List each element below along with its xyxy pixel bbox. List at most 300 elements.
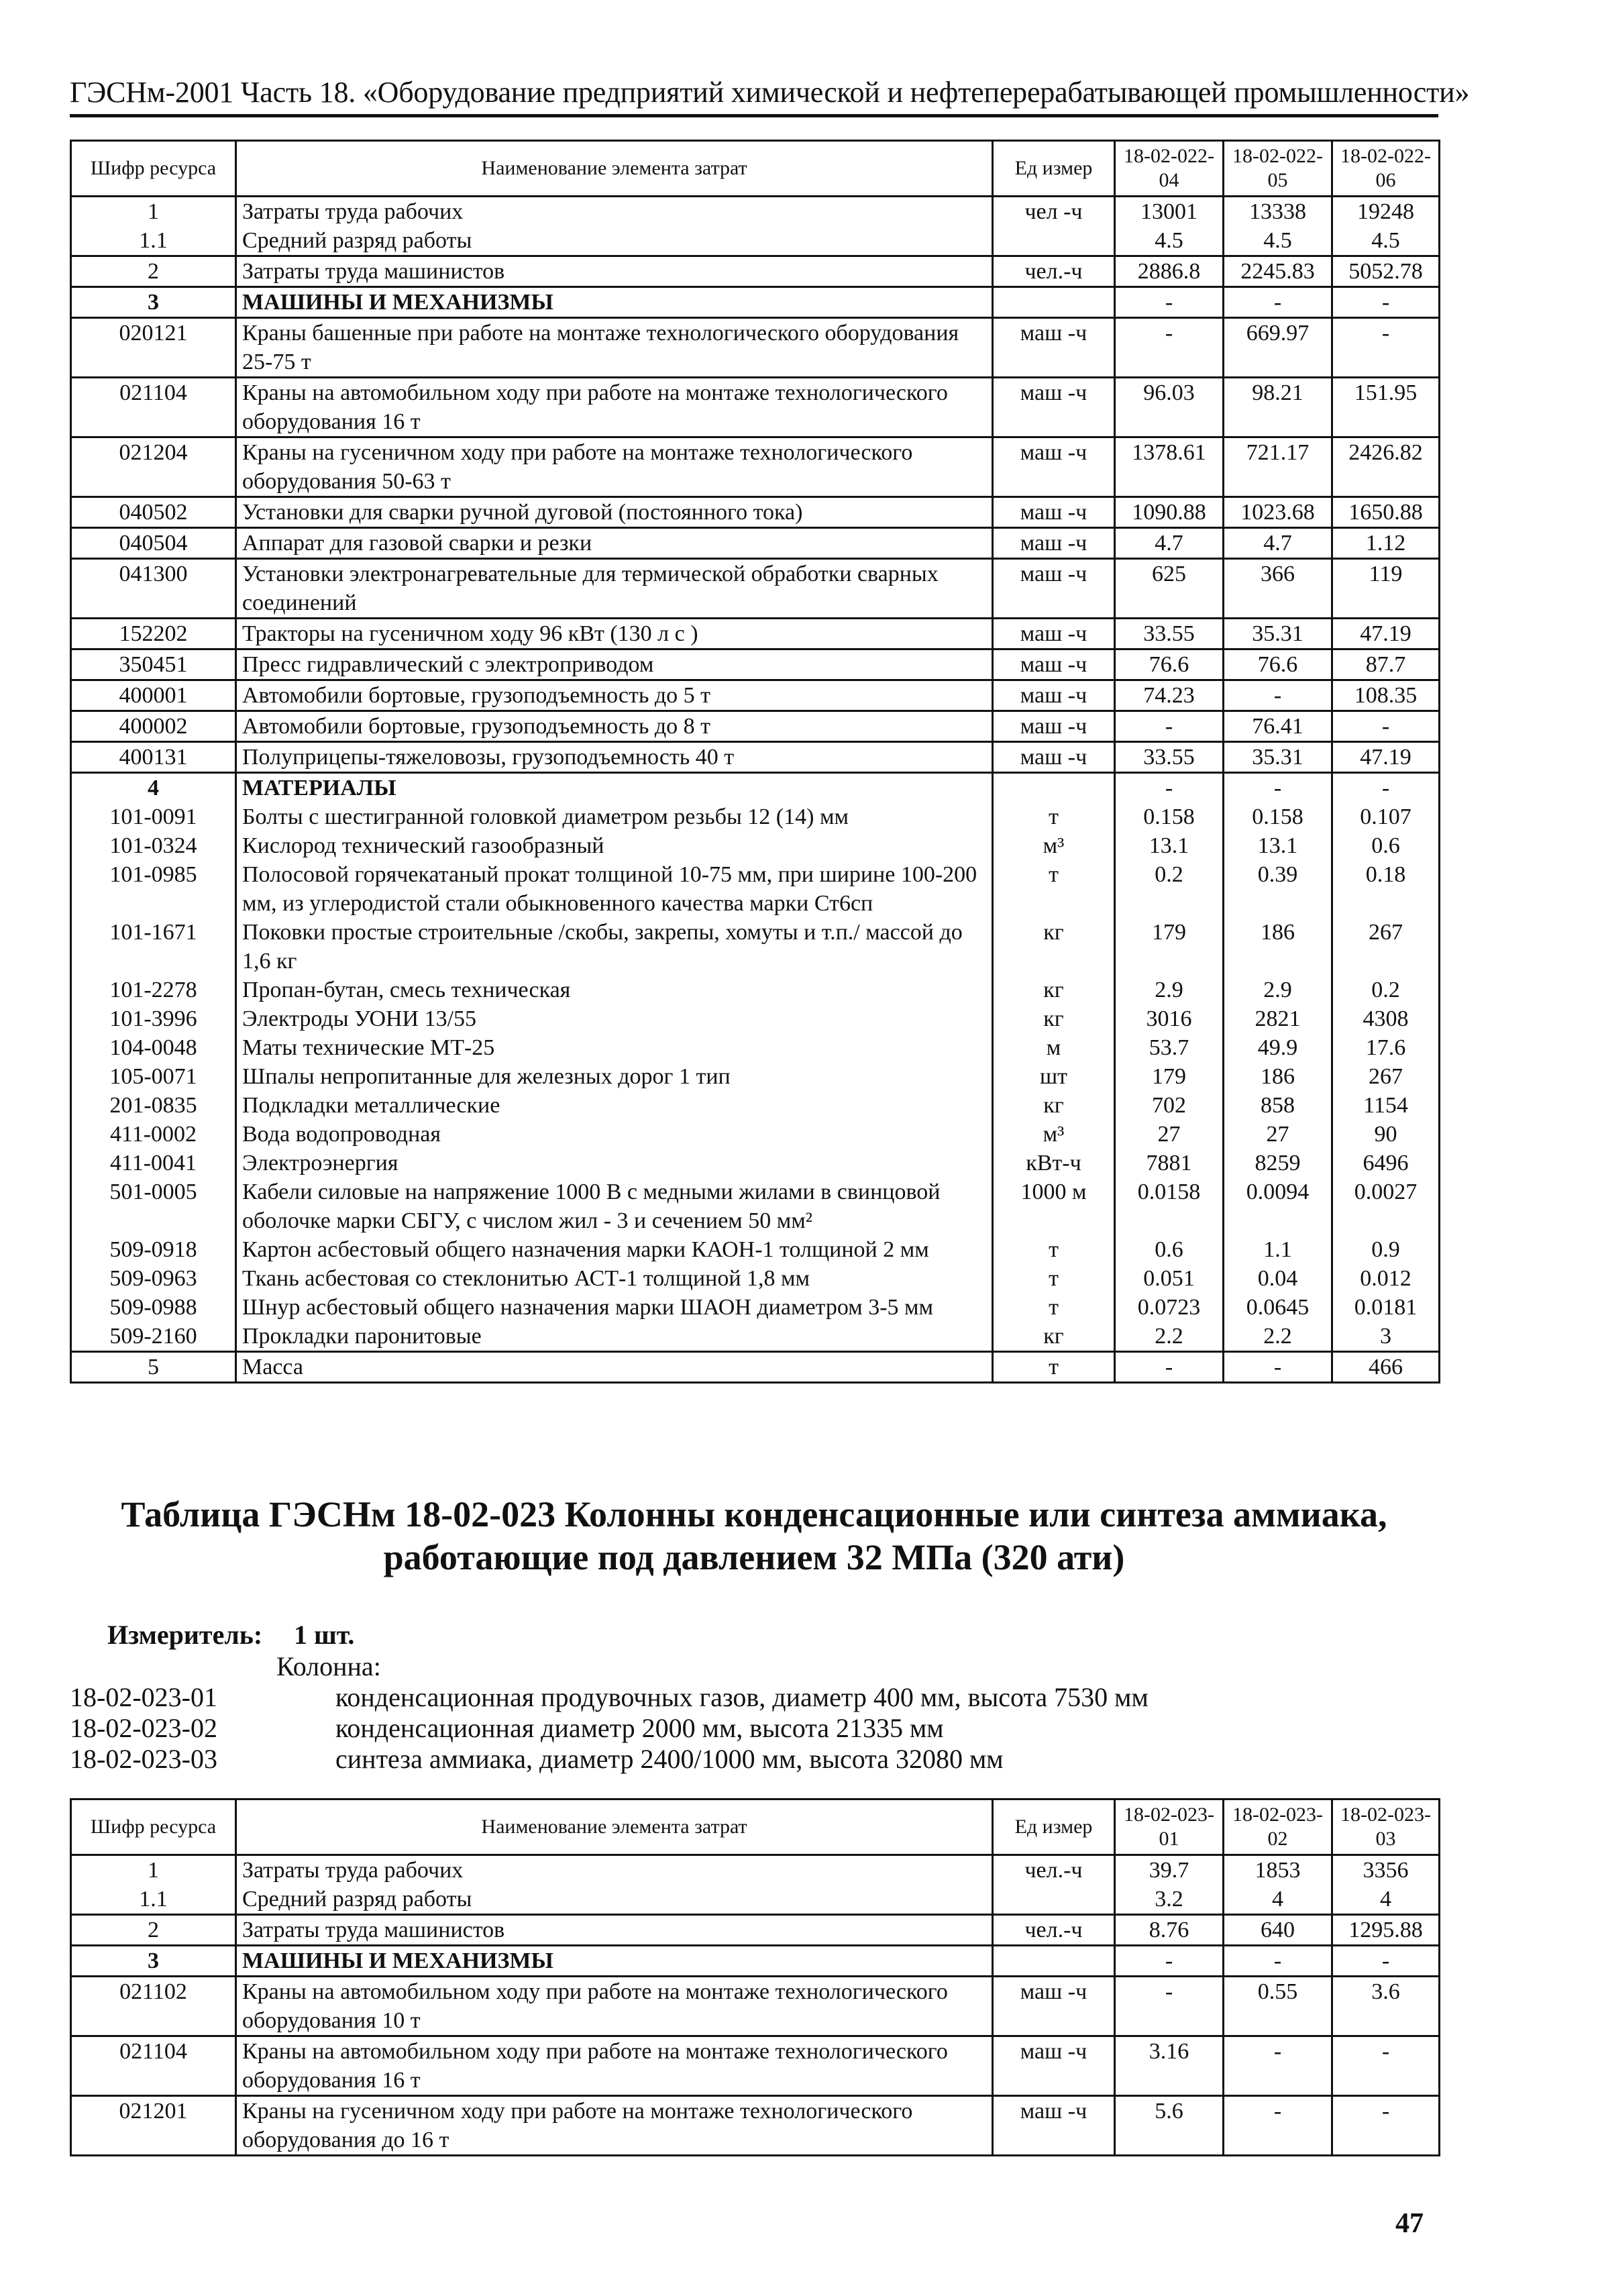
resource-code-cell: 4 [71, 773, 236, 803]
resource-code-cell: 411-0002 [71, 1120, 236, 1149]
header-rule [70, 114, 1438, 117]
table-row [71, 1235, 1440, 1264]
measure-label: Измеритель: [107, 1620, 263, 1650]
value-cell: - [1332, 287, 1440, 318]
value-cell: 76.6 [1224, 649, 1332, 680]
resource-code-cell: 021201 [71, 2096, 236, 2156]
item-code: 18-02-023-02 [70, 1713, 217, 1743]
resource-name-cell: Установки электронагревательные для термической обработки сварных соединений [236, 559, 993, 619]
value-cell: 702 [1115, 1091, 1224, 1120]
value-cell: - [1224, 1352, 1332, 1383]
value-cell: - [1332, 1946, 1440, 1977]
value-cell: 267 [1332, 1062, 1440, 1091]
unit-cell: маш -ч [993, 318, 1115, 378]
value-cell: 2245.83 [1224, 256, 1332, 287]
resource-name-cell: Электроэнергия [236, 1149, 993, 1178]
value-cell: 1853 [1224, 1855, 1332, 1885]
value-cell: 108.35 [1332, 680, 1440, 711]
value-cell: - [1332, 711, 1440, 742]
resource-code-cell: 201-0835 [71, 1091, 236, 1120]
table-row [71, 918, 1440, 976]
unit-cell [993, 1885, 1115, 1915]
value-cell: 1.12 [1332, 528, 1440, 559]
value-cell: - [1115, 711, 1224, 742]
column-header: 18-02-022-04 [1115, 141, 1224, 197]
value-cell: 0.0094 [1224, 1178, 1332, 1235]
value-cell: 13.1 [1224, 831, 1332, 860]
value-cell: 8259 [1224, 1149, 1332, 1178]
table-row [71, 2036, 1440, 2096]
value-cell: 96.03 [1115, 378, 1224, 437]
resource-name-cell: Средний разряд работы [236, 226, 993, 256]
resource-name-cell: Краны на автомобильном ходу при работе на монтаже технологического оборудования 16 т [236, 378, 993, 437]
value-cell: 4.5 [1115, 226, 1224, 256]
resource-name-cell: Полуприцепы-тяжеловозы, грузоподъемность 40 т [236, 742, 993, 773]
resource-code-cell: 1.1 [71, 1885, 236, 1915]
resource-name-cell: Болты с шестигранной головкой диаметром резьбы 12 (14) мм [236, 802, 993, 831]
unit-cell: кг [993, 1091, 1115, 1120]
table-body [71, 197, 1440, 1383]
value-cell: 98.21 [1224, 378, 1332, 437]
resource-name-cell: Краны башенные при работе на монтаже технологического оборудования 25-75 т [236, 318, 993, 378]
resource-name-cell: Затраты труда машинистов [236, 256, 993, 287]
resource-name-cell: МАШИНЫ И МЕХАНИЗМЫ [236, 287, 993, 318]
table-row [71, 1062, 1440, 1091]
resource-name-cell: Автомобили бортовые, грузоподъемность до 5 т [236, 680, 993, 711]
resource-code-cell: 350451 [71, 649, 236, 680]
value-cell: 0.55 [1224, 1977, 1332, 2036]
resource-name-cell: Краны на гусеничном ходу при работе на монтаже технологического оборудования 50-63 т [236, 437, 993, 497]
table-row [71, 318, 1440, 378]
resource-name-cell: Кабели силовые на напряжение 1000 В с медными жилами в свинцовой оболочке марки СБГУ, с числом жил - 3 и сечением 50 мм² [236, 1178, 993, 1235]
value-cell: 625 [1115, 559, 1224, 619]
resource-code-cell: 020121 [71, 318, 236, 378]
unit-cell: кг [993, 976, 1115, 1004]
value-cell: 0.39 [1224, 860, 1332, 918]
value-cell: - [1224, 287, 1332, 318]
table-row [71, 1352, 1440, 1383]
value-cell: - [1332, 773, 1440, 803]
resource-name-cell: Пресс гидравлический с электроприводом [236, 649, 993, 680]
table-row [71, 619, 1440, 649]
value-cell: 0.158 [1224, 802, 1332, 831]
table-row [71, 1915, 1440, 1946]
value-cell: 8.76 [1115, 1915, 1224, 1946]
resource-code-cell: 2 [71, 1915, 236, 1946]
value-cell: 6496 [1332, 1149, 1440, 1178]
table-row [71, 256, 1440, 287]
item-code: 18-02-023-01 [70, 1682, 217, 1712]
resource-name-cell: Средний разряд работы [236, 1885, 993, 1915]
value-cell: 33.55 [1115, 619, 1224, 649]
unit-cell: т [993, 1235, 1115, 1264]
value-cell: 0.6 [1332, 831, 1440, 860]
value-cell: 2886.8 [1115, 256, 1224, 287]
unit-cell: т [993, 802, 1115, 831]
resource-name-cell: Затраты труда рабочих [236, 1855, 993, 1885]
running-header: ГЭСНм-2001 Часть 18. «Оборудование предприятий химической и нефтеперерабатывающей промышленности» [70, 76, 1470, 109]
value-cell: 1.1 [1224, 1235, 1332, 1264]
value-cell: - [1115, 1977, 1224, 2036]
value-cell: 39.7 [1115, 1855, 1224, 1885]
value-cell: 47.19 [1332, 742, 1440, 773]
value-cell: 17.6 [1332, 1033, 1440, 1062]
resource-code-cell: 105-0071 [71, 1062, 236, 1091]
value-cell: 76.6 [1115, 649, 1224, 680]
value-cell: 2.2 [1224, 1322, 1332, 1352]
resource-code-cell: 400131 [71, 742, 236, 773]
column-header: Ед измер [993, 141, 1115, 197]
resource-code-cell: 021104 [71, 2036, 236, 2096]
table-row [71, 437, 1440, 497]
item-text: конденсационная продувочных газов, диаметр 400 мм, высота 7530 мм [335, 1682, 1149, 1712]
table-row [71, 1091, 1440, 1120]
resource-table-18-02-023 [70, 1798, 1440, 2156]
table-row [71, 1885, 1440, 1915]
resource-code-cell: 101-3996 [71, 1004, 236, 1033]
table-row [71, 1120, 1440, 1149]
unit-cell: маш -ч [993, 2036, 1115, 2096]
value-cell: 0.107 [1332, 802, 1440, 831]
unit-cell: кг [993, 1322, 1115, 1352]
value-cell: 1154 [1332, 1091, 1440, 1120]
unit-cell: маш -ч [993, 497, 1115, 528]
value-cell: - [1224, 680, 1332, 711]
resource-code-cell: 3 [71, 1946, 236, 1977]
group-label: Колонна: [276, 1651, 381, 1681]
value-cell: 0.012 [1332, 1264, 1440, 1293]
value-cell: 669.97 [1224, 318, 1332, 378]
resource-code-cell: 152202 [71, 619, 236, 649]
unit-cell: чел.-ч [993, 1915, 1115, 1946]
resource-code-cell: 509-0963 [71, 1264, 236, 1293]
value-cell: 179 [1115, 1062, 1224, 1091]
resource-name-cell: МАТЕРИАЛЫ [236, 773, 993, 803]
resource-code-cell: 400001 [71, 680, 236, 711]
value-cell: - [1332, 318, 1440, 378]
resource-name-cell: Электроды УОНИ 13/55 [236, 1004, 993, 1033]
table-row [71, 1033, 1440, 1062]
column-header: Шифр ресурса [71, 1799, 236, 1855]
column-header: Наименование элемента затрат [236, 141, 993, 197]
resource-code-cell: 509-0988 [71, 1293, 236, 1322]
table-row [71, 497, 1440, 528]
table-header-row [71, 1799, 1440, 1855]
resource-code-cell: 101-0985 [71, 860, 236, 918]
resource-name-cell: Поковки простые строительные /скобы, закрепы, хомуты и т.п./ массой до 1,6 кг [236, 918, 993, 976]
value-cell: 1378.61 [1115, 437, 1224, 497]
resource-code-cell: 041300 [71, 559, 236, 619]
resource-code-cell: 1 [71, 1855, 236, 1885]
table-row [71, 1855, 1440, 1885]
unit-cell: шт [993, 1062, 1115, 1091]
table-row [71, 1178, 1440, 1235]
resource-code-cell: 2 [71, 256, 236, 287]
value-cell: 1023.68 [1224, 497, 1332, 528]
table-body [71, 1855, 1440, 2156]
resource-code-cell: 101-0091 [71, 802, 236, 831]
value-cell: - [1224, 2036, 1332, 2096]
unit-cell: чел -ч [993, 197, 1115, 227]
resource-name-cell: Тракторы на гусеничном ходу 96 кВт (130 л с ) [236, 619, 993, 649]
unit-cell: м [993, 1033, 1115, 1062]
value-cell: 2821 [1224, 1004, 1332, 1033]
value-cell: 4.5 [1332, 226, 1440, 256]
value-cell: 858 [1224, 1091, 1332, 1120]
table-row [71, 742, 1440, 773]
value-cell: 13.1 [1115, 831, 1224, 860]
value-cell: 4 [1224, 1885, 1332, 1915]
value-cell: 13001 [1115, 197, 1224, 227]
table-row [71, 1004, 1440, 1033]
value-cell: 0.0181 [1332, 1293, 1440, 1322]
value-cell: - [1224, 1946, 1332, 1977]
resource-name-cell: Затраты труда рабочих [236, 197, 993, 227]
value-cell: 0.6 [1115, 1235, 1224, 1264]
table-row [71, 1293, 1440, 1322]
value-cell: 7881 [1115, 1149, 1224, 1178]
value-cell: 0.0027 [1332, 1178, 1440, 1235]
value-cell: 27 [1224, 1120, 1332, 1149]
value-cell: 2.9 [1224, 976, 1332, 1004]
value-cell: 3356 [1332, 1855, 1440, 1885]
value-cell: - [1115, 773, 1224, 803]
value-cell: 87.7 [1332, 649, 1440, 680]
value-cell: 721.17 [1224, 437, 1332, 497]
unit-cell: маш -ч [993, 1977, 1115, 2036]
resource-name-cell: МАШИНЫ И МЕХАНИЗМЫ [236, 1946, 993, 1977]
resource-code-cell: 411-0041 [71, 1149, 236, 1178]
unit-cell: маш -ч [993, 711, 1115, 742]
resource-name-cell: Кислород технический газообразный [236, 831, 993, 860]
unit-cell: т [993, 860, 1115, 918]
table-row [71, 711, 1440, 742]
value-cell: 0.051 [1115, 1264, 1224, 1293]
table-title: Таблица ГЭСНм 18-02-023 Колонны конденсационные или синтеза аммиака, работающие под давлением 32 МПа (320 ати) [121, 1494, 1387, 1577]
table-row [71, 1149, 1440, 1178]
resource-code-cell: 101-2278 [71, 976, 236, 1004]
column-header: Шифр ресурса [71, 141, 236, 197]
value-cell: 0.9 [1332, 1235, 1440, 1264]
resource-code-cell: 021204 [71, 437, 236, 497]
value-cell: 13338 [1224, 197, 1332, 227]
resource-code-cell: 3 [71, 287, 236, 318]
value-cell: 0.0723 [1115, 1293, 1224, 1322]
unit-cell [993, 226, 1115, 256]
table-row [71, 528, 1440, 559]
table-row [71, 2096, 1440, 2156]
value-cell: 3016 [1115, 1004, 1224, 1033]
unit-cell: маш -ч [993, 2096, 1115, 2156]
unit-cell: 1000 м [993, 1178, 1115, 1235]
resource-name-cell: Масса [236, 1352, 993, 1383]
resource-name-cell: Краны на автомобильном ходу при работе на монтаже технологического оборудования 10 т [236, 1977, 993, 2036]
unit-cell: маш -ч [993, 437, 1115, 497]
value-cell: 0.04 [1224, 1264, 1332, 1293]
resource-code-cell: 040504 [71, 528, 236, 559]
value-cell: 267 [1332, 918, 1440, 976]
value-cell: 19248 [1332, 197, 1440, 227]
item-text: синтеза аммиака, диаметр 2400/1000 мм, высота 32080 мм [335, 1744, 1004, 1774]
table-row [71, 976, 1440, 1004]
resource-code-cell: 1.1 [71, 226, 236, 256]
unit-cell: т [993, 1264, 1115, 1293]
unit-cell: маш -ч [993, 378, 1115, 437]
value-cell: 4.7 [1115, 528, 1224, 559]
value-cell: - [1332, 2036, 1440, 2096]
resource-name-cell: Краны на гусеничном ходу при работе на монтаже технологического оборудования до 16 т [236, 2096, 993, 2156]
value-cell: 47.19 [1332, 619, 1440, 649]
value-cell: 49.9 [1224, 1033, 1332, 1062]
resource-code-cell: 021104 [71, 378, 236, 437]
value-cell: 5052.78 [1332, 256, 1440, 287]
table-row [71, 1264, 1440, 1293]
value-cell: 1650.88 [1332, 497, 1440, 528]
table-row [71, 802, 1440, 831]
unit-cell: чел.-ч [993, 256, 1115, 287]
unit-cell: маш -ч [993, 528, 1115, 559]
table-header-row [71, 141, 1440, 197]
item-text: конденсационная диаметр 2000 мм, высота 21335 мм [335, 1713, 944, 1743]
column-header: 18-02-022-05 [1224, 141, 1332, 197]
table-row [71, 773, 1440, 803]
resource-code-cell: 5 [71, 1352, 236, 1383]
value-cell: 186 [1224, 1062, 1332, 1091]
value-cell: 74.23 [1115, 680, 1224, 711]
column-header: 18-02-023-02 [1224, 1799, 1332, 1855]
unit-cell: кг [993, 1004, 1115, 1033]
value-cell: 3.2 [1115, 1885, 1224, 1915]
resource-name-cell: Прокладки паронитовые [236, 1322, 993, 1352]
resource-name-cell: Картон асбестовый общего назначения марки КАОН-1 толщиной 2 мм [236, 1235, 993, 1264]
unit-cell: маш -ч [993, 680, 1115, 711]
unit-cell [993, 773, 1115, 803]
unit-cell [993, 1946, 1115, 1977]
value-cell: 0.18 [1332, 860, 1440, 918]
resource-code-cell: 101-1671 [71, 918, 236, 976]
value-cell: - [1115, 318, 1224, 378]
table-row [71, 1322, 1440, 1352]
value-cell: 4.7 [1224, 528, 1332, 559]
value-cell: 186 [1224, 918, 1332, 976]
value-cell: 4 [1332, 1885, 1440, 1915]
unit-cell: т [993, 1293, 1115, 1322]
value-cell: 466 [1332, 1352, 1440, 1383]
resource-code-cell: 1 [71, 197, 236, 227]
resource-name-cell: Пропан-бутан, смесь техническая [236, 976, 993, 1004]
value-cell: 2.2 [1115, 1322, 1224, 1352]
unit-cell: чел.-ч [993, 1855, 1115, 1885]
value-cell: 0.2 [1332, 976, 1440, 1004]
resource-name-cell: Установки для сварки ручной дуговой (постоянного тока) [236, 497, 993, 528]
column-header: 18-02-023-01 [1115, 1799, 1224, 1855]
value-cell: 0.158 [1115, 802, 1224, 831]
unit-cell: маш -ч [993, 649, 1115, 680]
resource-code-cell: 400002 [71, 711, 236, 742]
resource-name-cell: Подкладки металлические [236, 1091, 993, 1120]
table-row [71, 378, 1440, 437]
resource-name-cell: Шнур асбестовый общего назначения марки ШАОН диаметром 3-5 мм [236, 1293, 993, 1322]
value-cell: 0.0645 [1224, 1293, 1332, 1322]
value-cell: 119 [1332, 559, 1440, 619]
value-cell: 640 [1224, 1915, 1332, 1946]
resource-name-cell: Вода водопроводная [236, 1120, 993, 1149]
value-cell: 179 [1115, 918, 1224, 976]
value-cell: - [1115, 1946, 1224, 1977]
value-cell: 1090.88 [1115, 497, 1224, 528]
table-row [71, 860, 1440, 918]
unit-cell: маш -ч [993, 742, 1115, 773]
table-row [71, 1946, 1440, 1977]
unit-cell [993, 287, 1115, 318]
page-number: 47 [1395, 2208, 1424, 2239]
table-row [71, 680, 1440, 711]
table-row [71, 287, 1440, 318]
resource-code-cell: 509-0918 [71, 1235, 236, 1264]
resource-name-cell: Ткань асбестовая со стеклонитью АСТ-1 толщиной 1,8 мм [236, 1264, 993, 1293]
value-cell: 2.9 [1115, 976, 1224, 1004]
column-header: Ед измер [993, 1799, 1115, 1855]
value-cell: 3 [1332, 1322, 1440, 1352]
value-cell: 3.16 [1115, 2036, 1224, 2096]
table-row [71, 1977, 1440, 2036]
value-cell: 35.31 [1224, 742, 1332, 773]
unit-cell: м³ [993, 831, 1115, 860]
value-cell: 4308 [1332, 1004, 1440, 1033]
value-cell: 3.6 [1332, 1977, 1440, 2036]
resource-name-cell: Аппарат для газовой сварки и резки [236, 528, 993, 559]
measure-value: 1 шт. [294, 1620, 355, 1650]
resource-code-cell: 021102 [71, 1977, 236, 2036]
value-cell: 53.7 [1115, 1033, 1224, 1062]
value-cell: 5.6 [1115, 2096, 1224, 2156]
value-cell: - [1224, 773, 1332, 803]
value-cell: 76.41 [1224, 711, 1332, 742]
value-cell: 0.2 [1115, 860, 1224, 918]
value-cell: 27 [1115, 1120, 1224, 1149]
value-cell: 0.0158 [1115, 1178, 1224, 1235]
table-row [71, 197, 1440, 227]
resource-code-cell: 509-2160 [71, 1322, 236, 1352]
value-cell: 4.5 [1224, 226, 1332, 256]
resource-name-cell: Шпалы непропитанные для железных дорог 1 тип [236, 1062, 993, 1091]
unit-cell: кг [993, 918, 1115, 976]
resource-name-cell: Полосовой горячекатаный прокат толщиной 10-75 мм, при ширине 100-200 мм, из углеродистой стали обыкновенного качества марки Ст6сп [236, 860, 993, 918]
resource-name-cell: Затраты труда машинистов [236, 1915, 993, 1946]
resource-name-cell: Маты технические МТ-25 [236, 1033, 993, 1062]
value-cell: 90 [1332, 1120, 1440, 1149]
column-header: 18-02-023-03 [1332, 1799, 1440, 1855]
value-cell: 33.55 [1115, 742, 1224, 773]
value-cell: - [1115, 1352, 1224, 1383]
resource-name-cell: Автомобили бортовые, грузоподъемность до 8 т [236, 711, 993, 742]
resource-code-cell: 101-0324 [71, 831, 236, 860]
value-cell: - [1115, 287, 1224, 318]
value-cell: - [1332, 2096, 1440, 2156]
resource-table-18-02-022 [70, 140, 1440, 1384]
value-cell: 366 [1224, 559, 1332, 619]
table-row [71, 649, 1440, 680]
resource-code-cell: 104-0048 [71, 1033, 236, 1062]
unit-cell: маш -ч [993, 559, 1115, 619]
unit-cell: м³ [993, 1120, 1115, 1149]
value-cell: 2426.82 [1332, 437, 1440, 497]
resource-name-cell: Краны на автомобильном ходу при работе на монтаже технологического оборудования 16 т [236, 2036, 993, 2096]
table-row [71, 831, 1440, 860]
table-row [71, 226, 1440, 256]
column-header: 18-02-022-06 [1332, 141, 1440, 197]
column-header: Наименование элемента затрат [236, 1799, 993, 1855]
